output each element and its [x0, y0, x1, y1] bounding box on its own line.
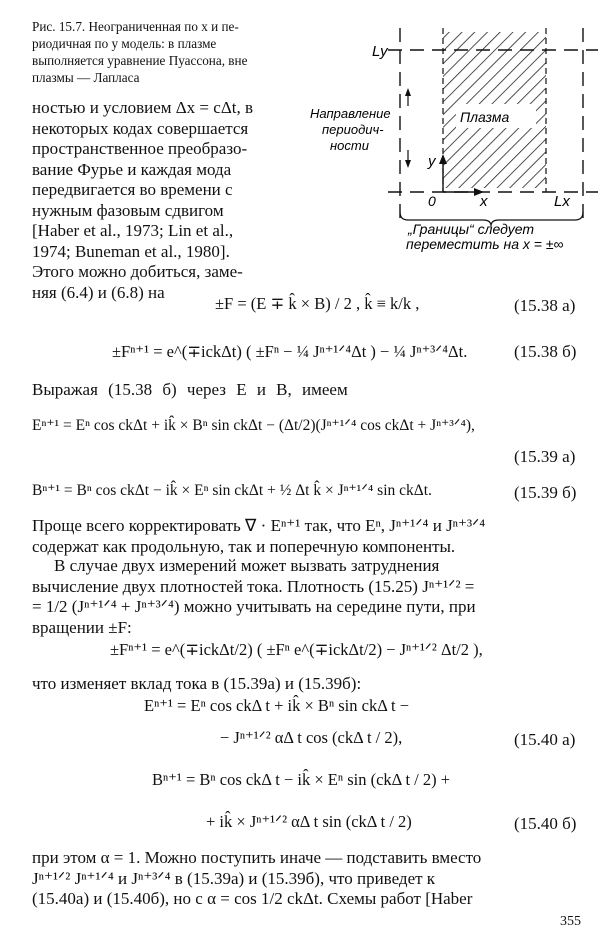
equation-number: (15.39 б): [514, 483, 577, 502]
equation-15-39a: Eⁿ⁺¹ = Eⁿ cos ckΔt + ik̂ × Bⁿ sin ckΔt − (Δt/2)(Jⁿ⁺¹ᐟ⁴ cos ckΔt + Jⁿ⁺³ᐟ⁴),: [32, 417, 475, 434]
equation-F-half-step: ±Fⁿ⁺¹ = e^(∓ickΔt/2) ( ±Fⁿ e^(∓ickΔt/2) − Jⁿ⁺¹ᐟ² Δt/2 ),: [110, 640, 483, 659]
label-ly: Ly: [372, 43, 388, 60]
paragraph: [32, 516, 588, 557]
equation-number: (15.40 а): [514, 730, 576, 749]
left-paragraph: [32, 98, 294, 303]
caption-line: Рис. 15.7. Неограниченная по x и пе-: [32, 19, 239, 34]
equation-15-39b: Bⁿ⁺¹ = Bⁿ cos ckΔt − ik̂ × Eⁿ sin ckΔt + ½ Δt k̂ × Jⁿ⁺¹ᐟ⁴ sin ckΔt.: [32, 482, 432, 499]
text-line: вычисление двух плотностей тока. Плотность (15.25) Jⁿ⁺¹ᐟ² =: [32, 576, 475, 596]
caption-line: выполняется уравнение Пуассона, вне: [32, 53, 248, 68]
text-line: содержат как продольную, так и поперечную компоненты.: [32, 536, 456, 556]
equation-15-40b-line1: Bⁿ⁺¹ = Bⁿ cos ckΔ t − ik̂ × Eⁿ sin (ckΔ t / 2) +: [152, 770, 451, 789]
label-bottom: „Границы“ следует: [408, 221, 534, 237]
text-line: при этом α = 1. Можно поступить иначе — подставить вместо: [32, 848, 482, 867]
text-line: Проще всего корректировать ∇ · Eⁿ⁺¹ так, что Eⁿ, Jⁿ⁺¹ᐟ⁴ и Jⁿ⁺³ᐟ⁴: [32, 516, 486, 535]
label-zero: 0: [428, 193, 436, 209]
equation-number: (15.38 б): [514, 342, 577, 361]
equation-number: (15.39 а): [514, 447, 576, 466]
label-direction: Направление: [310, 106, 391, 121]
label-bottom: переместить на x = ±∞: [406, 236, 564, 252]
equation-15-40b-line2: + ik̂ × Jⁿ⁺¹ᐟ² αΔ t sin (ckΔ t / 2): [206, 812, 412, 831]
label-direction: периодич-: [322, 122, 384, 137]
text-line: Jⁿ⁺¹ᐟ² Jⁿ⁺¹ᐟ⁴ и Jⁿ⁺³ᐟ⁴ в (15.39а) и (15.39б), что приведет к: [32, 868, 436, 888]
paragraph: [32, 848, 588, 910]
text-line: вращении ±F:: [32, 617, 132, 637]
plasma-model-figure: [308, 20, 608, 252]
text-line: 1974; Buneman et al., 1980].: [32, 241, 230, 261]
label-y: y: [428, 153, 436, 170]
label-x: x: [480, 193, 488, 210]
page-number: 355: [560, 914, 581, 929]
text-line: = 1/2 (Jⁿ⁺¹ᐟ⁴ + Jⁿ⁺³ᐟ⁴) можно учитывать на середине пути, при: [32, 597, 476, 616]
paragraph: [32, 556, 588, 638]
text-line: [Haber et al., 1973; Lin et al.,: [32, 221, 234, 240]
text-line: передвигается во времени с: [32, 180, 233, 199]
text-line: вание Фурье и каждая мода: [32, 159, 232, 179]
text-line: Выражая (15.38 б) через E и B, имеем: [32, 380, 348, 399]
text-line: некоторых кодах совершается: [32, 118, 249, 138]
text-line: нужным фазовым сдвигом: [32, 200, 224, 220]
equation-15-38b: ±Fⁿ⁺¹ = e^(∓ickΔt) ( ±Fⁿ − ¼ Jⁿ⁺¹ᐟ⁴Δt ) − ¼ Jⁿ⁺³ᐟ⁴Δt.: [112, 342, 468, 361]
equation-number: (15.38 а): [514, 296, 576, 315]
text-line: няя (6.4) и (6.8) на: [32, 282, 165, 302]
label-direction: ности: [330, 138, 369, 153]
caption-line: плазмы — Лапласа: [32, 70, 140, 85]
label-lx: Lx: [554, 193, 570, 210]
text-line: пространственное преобразо-: [32, 139, 248, 158]
equation-15-40a-line1: Eⁿ⁺¹ = Eⁿ cos ckΔ t + ik̂ × Bⁿ sin ckΔ t −: [144, 696, 410, 715]
caption-line: риодичная по y модель: в плазме: [32, 36, 217, 51]
text-line: ностью и условием Δx = cΔt, в: [32, 98, 253, 117]
equation-number: (15.40 б): [514, 814, 577, 833]
equation-15-40a-line2: − Jⁿ⁺¹ᐟ² αΔ t cos (ckΔ t / 2),: [220, 728, 403, 747]
text-line: Этого можно добиться, заме-: [32, 262, 243, 281]
equation-15-38a: ±F = (E ∓ k̂ × B) / 2 , k̂ ≡ k/k ,: [215, 294, 420, 313]
text-line: (15.40а) и (15.40б), но с α = cos 1/2 ckΔt. Схемы работ [Haber: [32, 889, 473, 908]
figure-caption: [32, 18, 332, 86]
label-plasma: Плазма: [460, 109, 510, 125]
text-line: В случае двух измерений может вызвать затруднения: [54, 556, 440, 575]
text-line: что изменяет вклад тока в (15.39а) и (15.39б):: [32, 674, 362, 693]
